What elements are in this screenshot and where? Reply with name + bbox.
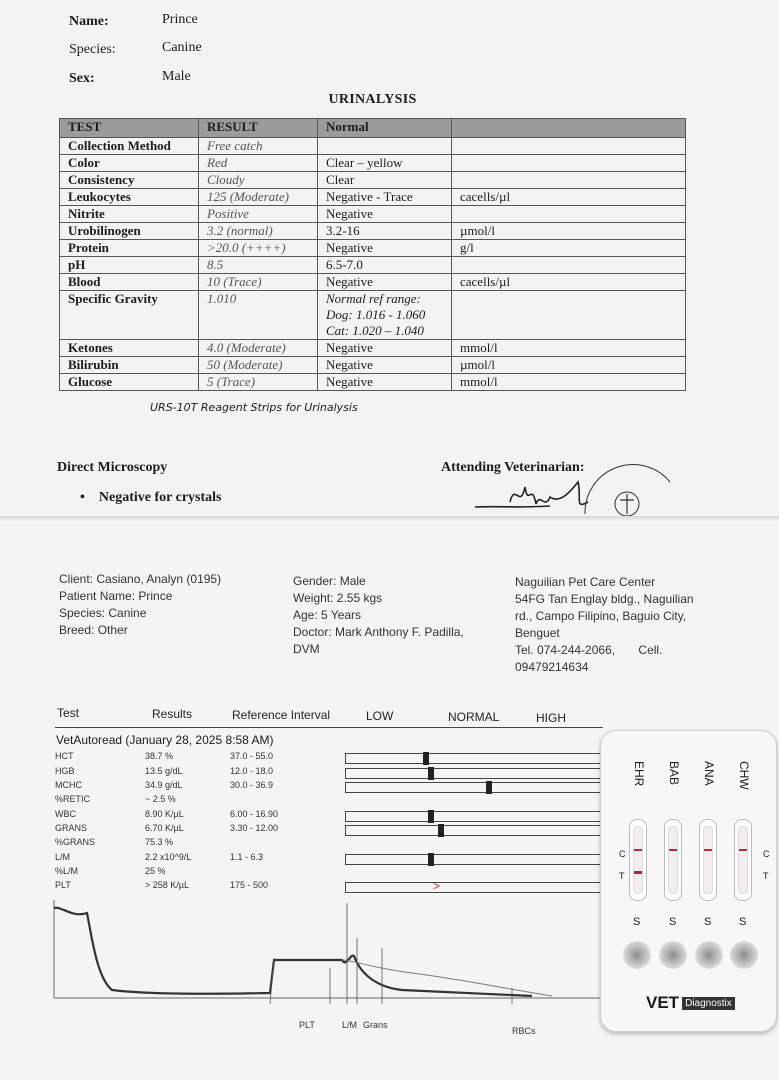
normal-cell: Negative [318, 374, 452, 391]
clinic-tel [515, 642, 694, 659]
graph-label-lm: L/M [342, 1020, 358, 1030]
attending-label: Attending Veterinarian: [441, 460, 585, 475]
cbc-name: MCHC [55, 780, 82, 790]
table-row [60, 274, 686, 291]
finding-text: Negative for crystals [98, 490, 222, 505]
range-bar [345, 782, 601, 793]
patient-age: Age: 5 Years [293, 608, 362, 622]
table-row [60, 206, 686, 223]
col-normal: NORMAL [448, 710, 500, 724]
sample-well-1 [623, 941, 651, 969]
normal-cell [318, 291, 452, 340]
range-marker [423, 752, 429, 765]
normal-cell: Clear – yellow [318, 155, 452, 172]
test-label-chw: CHW [737, 761, 751, 790]
table-row [60, 138, 686, 155]
unit-cell: mmol/l [452, 340, 686, 357]
c-marker-right: C [763, 849, 770, 859]
species-value: Canine [162, 40, 202, 55]
normal-cell: 3.2-16 [318, 223, 452, 240]
patient-weight: Weight: 2.55 kgs [293, 591, 383, 605]
cbc-name: HGB [55, 766, 75, 776]
unit-cell [452, 257, 686, 274]
cbc-result: 75.3 % [145, 837, 174, 847]
cbc-name: %GRANS [55, 837, 96, 847]
test-cell: Glucose [60, 374, 199, 391]
cbc-result: 38.7 % [145, 751, 174, 761]
patient-species-row [69, 42, 269, 60]
clinic-cell: 09479214634 [515, 660, 589, 674]
patient-species: Species: Canine [59, 606, 147, 620]
cbc-ref: 175 - 500 [230, 880, 269, 890]
tel-text: Tel. 074-244-2066, [515, 643, 616, 657]
cell-label: Cell. [638, 643, 663, 657]
graph-label-rbcs: RBCs [512, 1026, 536, 1036]
normal-cell: Negative [318, 357, 452, 374]
test-label-ana: ANA [702, 761, 716, 786]
unit-cell [452, 172, 686, 189]
test-cassette [600, 730, 777, 1032]
clinic-address-2: rd., Campo Filipino, Baguio City, [515, 609, 687, 623]
sample-label-3: S [704, 916, 712, 928]
range-marker [438, 824, 444, 837]
normal-cell [318, 138, 452, 155]
normal-cell: Negative [318, 340, 452, 357]
brand-name: VET [646, 993, 680, 1012]
patient-name-row [69, 14, 269, 32]
cbc-name: %RETIC [55, 794, 91, 804]
name-label: Name: [69, 14, 109, 29]
result-cell: Free catch [199, 138, 318, 155]
result-cell: 10 (Trace) [199, 274, 318, 291]
result-cell: 125 (Moderate) [199, 189, 318, 206]
cbc-name: L/M [55, 852, 71, 862]
cbc-ref: 3.30 - 12.00 [230, 823, 279, 833]
sample-well-3 [695, 941, 723, 969]
cbc-ref: 30.0 - 36.9 [230, 780, 274, 790]
patient-gender: Gender: Male [293, 574, 366, 588]
sex-label: Sex: [69, 71, 95, 86]
patient-name: Patient Name: Prince [59, 589, 173, 603]
table-row [60, 257, 686, 274]
doctor-name: Doctor: Mark Anthony F. Padilla, [293, 625, 464, 639]
result-cell: >20.0 (++++) [199, 240, 318, 257]
result-cell: 5 (Trace) [199, 374, 318, 391]
patient-breed: Breed: Other [59, 623, 128, 637]
strip-chw [734, 819, 752, 901]
header-unit [452, 119, 686, 138]
sample-label-1: S [633, 916, 641, 928]
unit-cell: µmol/l [452, 357, 686, 374]
table-row [60, 374, 686, 391]
normal-cell: Negative - Trace [318, 189, 452, 206]
table-row [60, 189, 686, 206]
clinic-address-3: Benguet [515, 626, 560, 640]
header-test: TEST [60, 119, 199, 138]
sample-well-4 [730, 941, 758, 969]
normal-cell: Negative [318, 240, 452, 257]
table-row [60, 223, 686, 240]
cbc-ref: 1.1 - 6.3 [230, 852, 264, 862]
reagent-caption: URS-10T Reagent Strips for Urinalysis [150, 401, 358, 414]
table-row [60, 155, 686, 172]
test-cell: Blood [60, 274, 199, 291]
test-cell: Collection Method [60, 138, 199, 155]
unit-cell [452, 206, 686, 223]
result-cell: 4.0 (Moderate) [199, 340, 318, 357]
brand-sub: Diagnostix [682, 997, 735, 1010]
t-marker-right: T [763, 871, 769, 881]
graph-label-grans: Grans [363, 1020, 388, 1030]
cbc-result: 8.90 K/µL [145, 809, 184, 819]
table-row [60, 291, 686, 340]
strip-ehr [629, 819, 647, 901]
unit-cell: mmol/l [452, 374, 686, 391]
header-normal: Normal [318, 119, 452, 138]
cbc-result: 25 % [145, 866, 166, 876]
result-cell: 50 (Moderate) [199, 357, 318, 374]
microscopy-finding: • Negative for crystals [80, 490, 222, 505]
test-cell: Color [60, 155, 199, 172]
test-cell: Nitrite [60, 206, 199, 223]
signature-stamp-icon [470, 462, 675, 520]
range-marker: > [433, 879, 441, 893]
unit-cell: cacells/µl [452, 189, 686, 206]
test-cell: Urobilinogen [60, 223, 199, 240]
test-cell: Bilirubin [60, 357, 199, 374]
normal-cell: Clear [318, 172, 452, 189]
cbc-result: 6.70 K/µL [145, 823, 184, 833]
range-marker [428, 853, 434, 866]
range-bar [345, 768, 601, 779]
sample-label-4: S [739, 916, 747, 928]
histogram-graph [52, 898, 612, 1038]
cbc-ref: 6.00 - 16.90 [230, 809, 279, 819]
test-cell: Consistency [60, 172, 199, 189]
result-cell: Red [199, 155, 318, 172]
result-cell: Cloudy [199, 172, 318, 189]
client-name: Client: Casiano, Analyn (0195) [59, 572, 222, 586]
patient-sex-row [69, 71, 269, 89]
test-label-ehr: EHR [632, 761, 646, 787]
cbc-result: 34.9 g/dL [145, 780, 183, 790]
test-cell: Leukocytes [60, 189, 199, 206]
strip-ana [699, 819, 717, 901]
unit-cell: µmol/l [452, 223, 686, 240]
cbc-result: 13.5 g/dL [145, 766, 183, 776]
table-row [60, 340, 686, 357]
unit-cell: cacells/µl [452, 274, 686, 291]
cbc-result: 2.2 x10^9/L [145, 852, 192, 862]
normal-line: Normal ref range: [326, 291, 421, 306]
patient-block [293, 573, 464, 658]
range-bar [345, 879, 601, 893]
sample-well-2 [659, 941, 687, 969]
strip-bab [664, 819, 682, 901]
unit-cell: g/l [452, 240, 686, 257]
cbc-ref: 12.0 - 18.0 [230, 766, 274, 776]
species-label: Species: [69, 42, 116, 57]
range-marker [428, 810, 434, 823]
col-results: Results [152, 707, 193, 721]
microscopy-title: Direct Microscopy [57, 460, 168, 475]
cbc-result: > 258 K/µL [145, 880, 189, 890]
cbc-result: ~ 2.5 % [145, 794, 176, 804]
run-title: VetAutoread (January 28, 2025 8:58 AM) [56, 733, 274, 747]
range-marker [428, 767, 434, 780]
brand-logo [646, 993, 735, 1013]
table-header [60, 119, 686, 138]
table-row [60, 357, 686, 374]
unit-cell [452, 291, 686, 340]
range-bar [345, 811, 601, 822]
col-reference: Reference Interval [232, 708, 331, 722]
c-marker-left: C [619, 849, 626, 859]
graph-label-plt: PLT [299, 1020, 315, 1030]
table-row [60, 172, 686, 189]
name-value: Prince [162, 12, 198, 27]
sex-value: Male [162, 69, 191, 84]
doctor-title: DVM [293, 642, 320, 656]
cbc-name: %L/M [55, 866, 79, 876]
test-cell: Ketones [60, 340, 199, 357]
client-block [59, 571, 221, 639]
test-label-bab: BAB [667, 761, 681, 786]
test-cell: pH [60, 257, 199, 274]
sample-label-2: S [669, 916, 677, 928]
col-test: Test [57, 706, 80, 720]
table-row [60, 240, 686, 257]
result-cell: 8.5 [199, 257, 318, 274]
t-marker-left: T [619, 871, 625, 881]
clinic-address-1: 54FG Tan Englay bldg., Naguilian [515, 592, 694, 606]
cbc-name: GRANS [55, 823, 88, 833]
normal-cell: 6.5-7.0 [318, 257, 452, 274]
col-low: LOW [366, 709, 394, 723]
range-bar [345, 753, 601, 764]
clinic-name: Naguilian Pet Care Center [515, 575, 656, 589]
test-cell: Protein [60, 240, 199, 257]
header-divider [55, 727, 603, 728]
unit-cell [452, 138, 686, 155]
result-cell: 3.2 (normal) [199, 223, 318, 240]
normal-cell: Negative [318, 206, 452, 223]
urinalysis-table [59, 118, 686, 391]
normal-cell: Negative [318, 274, 452, 291]
range-bar [345, 825, 601, 836]
range-bar [345, 854, 601, 865]
result-cell: Positive [199, 206, 318, 223]
result-cell: 1.010 [199, 291, 318, 340]
header-result: RESULT [199, 119, 318, 138]
range-marker [486, 781, 492, 794]
urinalysis-title: URINALYSIS [328, 92, 417, 107]
normal-line: Dog: 1.016 - 1.060 [326, 307, 426, 322]
test-cell: Specific Gravity [60, 291, 199, 340]
cbc-name: HCT [55, 751, 74, 761]
normal-line: Cat: 1.020 – 1.040 [326, 323, 424, 338]
cbc-name: WBC [55, 809, 76, 819]
clinic-block [515, 574, 694, 676]
cbc-name: PLT [55, 880, 71, 890]
col-high: HIGH [536, 711, 566, 725]
cbc-ref: 37.0 - 55.0 [230, 751, 274, 761]
unit-cell [452, 155, 686, 172]
